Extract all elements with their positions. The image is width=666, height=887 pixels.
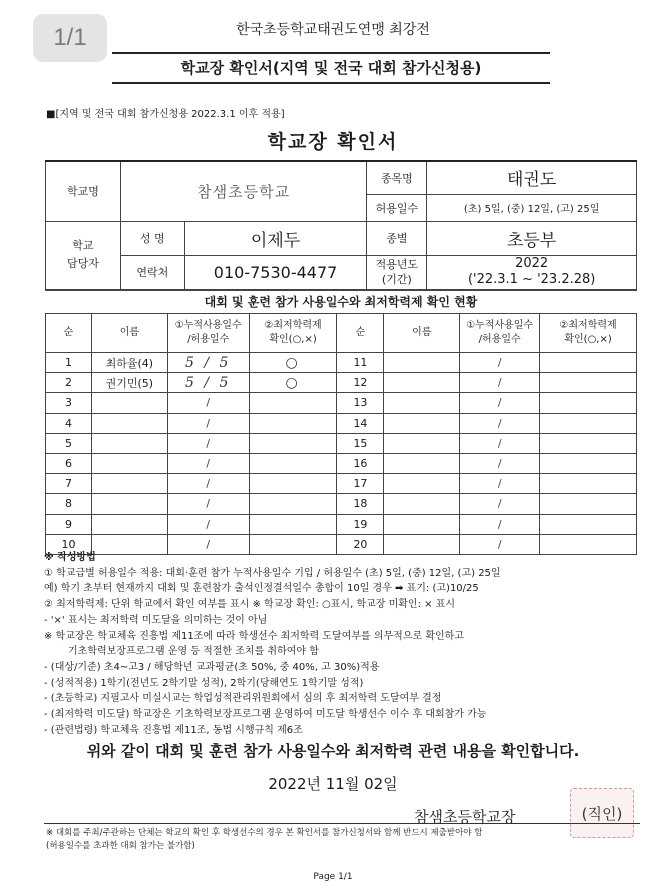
athlete-name: [91, 413, 167, 433]
athlete-name: [91, 494, 167, 514]
footnote-line: (허용일수를 초과한 대회 참가는 불가함): [46, 840, 195, 851]
min-academic-check: [249, 413, 337, 433]
table-row: [46, 494, 637, 514]
form-title: 학교장 확인서(지역 및 전국 대회 참가신청용): [112, 52, 550, 84]
used-days: /: [460, 393, 540, 413]
contact-label: 연락처: [120, 255, 184, 289]
used-days: /: [167, 413, 249, 433]
school-label: 학교명: [46, 161, 121, 221]
header-name: 이름: [91, 314, 167, 353]
min-academic-check: [249, 433, 337, 453]
table-row: [46, 393, 637, 413]
row-number: 17: [337, 474, 384, 494]
manager-name: 이제두: [184, 221, 367, 255]
divider: [44, 823, 640, 824]
header-days: ①누적사용일수 /허용일수: [460, 314, 540, 353]
row-number: 6: [46, 453, 92, 473]
used-days: /: [167, 494, 249, 514]
athlete-name: [91, 433, 167, 453]
instruction-line: - (대상/기준) 초4~고3 / 해당학년 교과평균(초 50%, 중 40%, 고 30%)적용: [44, 661, 380, 673]
instruction-line: - (초등학교) 지필고사 미실시교는 학업성적관리위원회에서 심의 후 최저학력 도달여부 결정: [44, 693, 442, 705]
status-title: 대회 및 훈련 참가 사용일수와 최저학력제 확인 현황: [45, 290, 637, 314]
row-number: 20: [337, 534, 384, 554]
used-days: /: [460, 494, 540, 514]
athlete-name: [91, 514, 167, 534]
writing-instructions: [44, 550, 644, 738]
min-academic-check: ○: [249, 373, 337, 393]
row-number: 5: [46, 433, 92, 453]
year-value: [427, 255, 637, 289]
row-number: 4: [46, 413, 92, 433]
header-min-academic: ②최저학력제 확인(○,×): [540, 314, 637, 353]
min-academic-check: [540, 433, 637, 453]
table-row: [46, 433, 637, 453]
header-days: ①누적사용일수 /허용일수: [167, 314, 249, 353]
instruction-line: ② 최저학력제: 단위 학교에서 확인 여부를 표시 ※ 학교장 확인: ○표시, 학교장 미확인: × 표시: [44, 599, 456, 611]
athlete-name: [384, 453, 460, 473]
min-academic-check: [540, 393, 637, 413]
row-number: 13: [337, 393, 384, 413]
athlete-name: 최하율(4): [91, 353, 167, 373]
table-row: [46, 474, 637, 494]
contact-phone: 010-7530-4477: [184, 255, 367, 289]
used-days: /: [167, 453, 249, 473]
athlete-name: 권기민(5): [91, 373, 167, 393]
instruction-line: 기초학력보장프로그램 운영 등 적절한 조치를 취하여야 함: [68, 646, 319, 658]
athlete-name: [384, 433, 460, 453]
roster-header-row: [46, 314, 637, 353]
row-number: 12: [337, 373, 384, 393]
name-label: 성 명: [120, 221, 184, 255]
table-row: [46, 373, 637, 393]
year-label: 적용년도 (기간): [367, 255, 427, 289]
instruction-line: 예) 학기 초부터 현재까지 대회 및 훈련참가 출석인정결석일수 총합이 10일 경우 ➡ 표기: (고)10/25: [44, 583, 479, 595]
used-days: /: [167, 514, 249, 534]
category-value: 초등부: [427, 221, 637, 255]
row-number: 15: [337, 433, 384, 453]
row-number: 3: [46, 393, 92, 413]
apply-note: ■[지역 및 전국 대회 참가신청용 2022.3.1 이후 적용]: [46, 109, 285, 120]
allowed-days-value: (초) 5일, (중) 12일, (고) 25일: [427, 194, 637, 221]
header-no: 순: [46, 314, 92, 353]
row-number: 1: [46, 353, 92, 373]
min-academic-check: [540, 514, 637, 534]
min-academic-check: [249, 393, 337, 413]
table-row: [46, 413, 637, 433]
table-row: [46, 514, 637, 534]
min-academic-check: ○: [249, 353, 337, 373]
used-days: /: [460, 474, 540, 494]
page-count-badge[interactable]: 1/1: [33, 14, 107, 62]
athlete-name: [91, 393, 167, 413]
confirmation-statement: 위와 같이 대회 및 훈련 참가 사용일수와 최저학력 관련 내용을 확인합니다.: [86, 742, 580, 760]
event-label: 종목명: [367, 161, 427, 194]
row-number: 16: [337, 453, 384, 473]
instruction-line: - (성적적용) 1학기(전년도 2학기말 성적), 2학기(당해연도 1학기말 성적): [44, 677, 364, 689]
footnote-line: ※ 대회를 주최/주관하는 단체는 학교의 확인 후 학생선수의 경우 본 확인서를 참가신청서와 함께 반드시 제출받아야 함: [46, 828, 483, 838]
instruction-line: - (최저학력 미도달) 학교장은 기초학력보장프로그램 운영하여 미도달 학생선수 이수 후 대회참가 가능: [44, 709, 487, 721]
used-days: 5 / 5: [167, 353, 249, 373]
school-name: 참샘초등학교: [120, 161, 367, 221]
used-days: /: [460, 433, 540, 453]
row-number: 9: [46, 514, 92, 534]
min-academic-check: [249, 514, 337, 534]
used-days: /: [167, 433, 249, 453]
year-period: ('22.3.1 ~ '23.2.28): [467, 272, 596, 287]
min-academic-check: [249, 453, 337, 473]
used-days: /: [460, 413, 540, 433]
footnote: [46, 827, 646, 852]
used-days: /: [460, 353, 540, 373]
org-title: 한국초등학교태권도연맹 최강전: [236, 22, 430, 38]
min-academic-check: [249, 494, 337, 514]
principal-name: 참샘초등학교장: [414, 808, 516, 826]
min-academic-check: [540, 413, 637, 433]
athlete-name: [384, 413, 460, 433]
athlete-roster-table: [45, 313, 637, 555]
min-academic-check: [540, 474, 637, 494]
min-academic-check: [540, 353, 637, 373]
row-number: 7: [46, 474, 92, 494]
instruction-line: ※ 학교장은 학교체육 진흥법 제11조에 따라 학생선수 최저학력 도달여부를 의무적으로 확인하고: [44, 630, 464, 642]
row-number: 19: [337, 514, 384, 534]
used-days: /: [167, 474, 249, 494]
used-days: /: [460, 514, 540, 534]
issue-date: 2022년 11월 02일: [268, 775, 398, 793]
official-seal: (직인): [570, 788, 634, 838]
row-number: 8: [46, 494, 92, 514]
row-number: 2: [46, 373, 92, 393]
header-no: 순: [337, 314, 384, 353]
athlete-name: [384, 393, 460, 413]
used-days: /: [460, 534, 540, 554]
athlete-name: [91, 474, 167, 494]
row-number: 14: [337, 413, 384, 433]
used-days: /: [167, 534, 249, 554]
manager-label: 학교 담당자: [46, 221, 121, 289]
header-name: 이름: [384, 314, 460, 353]
document-title: 학교장 확인서: [267, 131, 399, 153]
athlete-name: [384, 353, 460, 373]
athlete-name: [384, 373, 460, 393]
instruction-line: ① 학교급별 허용일수 적용: 대회·훈련 참가 누적사용일수 기입 / 허용일수 (초) 5일, (중) 12일, (고) 25일: [44, 567, 501, 579]
instruction-line: - '×' 표시는 최저학력 미도달을 의미하는 것이 아님: [44, 614, 268, 626]
instruction-line: - (관련법령) 학교체육 진흥법 제11조, 동법 시행규칙 제6조: [44, 724, 303, 736]
used-days: /: [460, 373, 540, 393]
row-number: 11: [337, 353, 384, 373]
used-days: /: [460, 453, 540, 473]
athlete-name: [91, 453, 167, 473]
category-label: 종별: [367, 221, 427, 255]
row-number: 18: [337, 494, 384, 514]
year-number: 2022: [515, 256, 549, 271]
page-number: Page 1/1: [313, 872, 353, 882]
instruction-line: ※ 작성방법: [44, 552, 96, 563]
table-row: [46, 453, 637, 473]
header-min-academic: ②최저학력제 확인(○,×): [249, 314, 337, 353]
min-academic-check: [540, 453, 637, 473]
athlete-name: [384, 514, 460, 534]
event-name: 태권도: [427, 161, 637, 194]
school-info-table: [45, 160, 637, 290]
min-academic-check: [249, 474, 337, 494]
used-days: /: [167, 393, 249, 413]
min-academic-check: [540, 373, 637, 393]
used-days: 5 / 5: [167, 373, 249, 393]
min-academic-check: [540, 494, 637, 514]
row-number: 10: [46, 534, 92, 554]
athlete-name: [384, 474, 460, 494]
athlete-name: [384, 494, 460, 514]
table-row: [46, 353, 637, 373]
allowed-days-label: 허용일수: [367, 194, 427, 221]
